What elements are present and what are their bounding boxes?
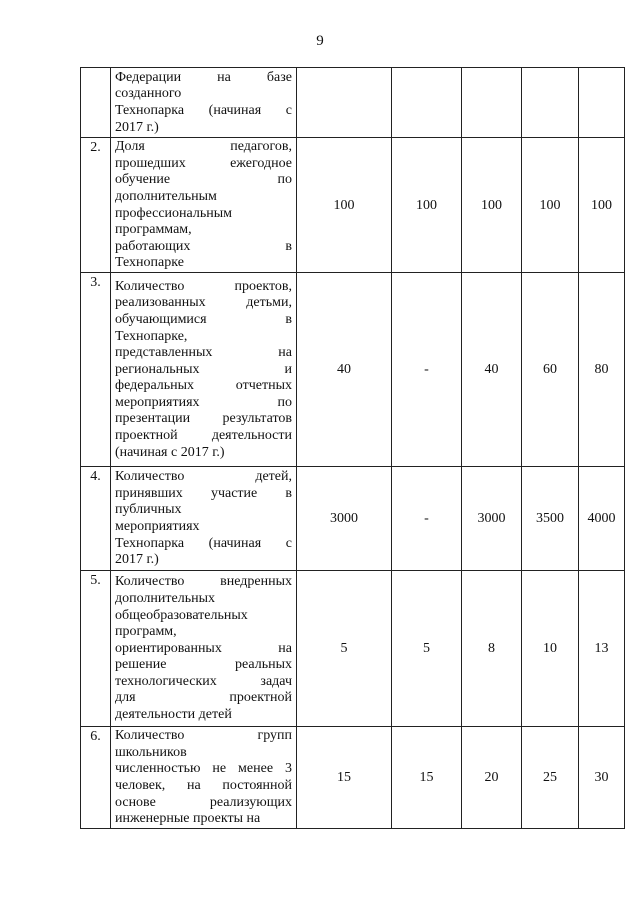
indicator-name-line: Технопарке bbox=[115, 255, 184, 271]
indicator-value: - bbox=[392, 273, 462, 467]
indicator-name-line: обучение по bbox=[115, 172, 292, 188]
indicator-name-line: представленных на bbox=[115, 345, 292, 361]
indicator-value bbox=[392, 68, 462, 138]
indicator-value: 15 bbox=[392, 727, 462, 829]
indicator-name bbox=[111, 571, 297, 727]
indicator-value bbox=[522, 68, 579, 138]
indicator-name-line: проектной деятельности bbox=[115, 428, 292, 444]
indicator-value: 3500 bbox=[522, 467, 579, 571]
indicator-name-line: презентации результатов bbox=[115, 411, 292, 427]
indicator-name-line: программам, bbox=[115, 222, 192, 238]
indicator-value bbox=[579, 68, 625, 138]
indicator-value: 30 bbox=[579, 727, 625, 829]
indicator-name-line: принявших участие в bbox=[115, 485, 292, 501]
indicator-name-line: общеобразовательных bbox=[115, 607, 248, 623]
indicator-name-line: мероприятиях bbox=[115, 519, 200, 534]
indicator-value: 5 bbox=[297, 571, 392, 727]
indicator-name-line: Количество детей, bbox=[115, 469, 292, 485]
indicator-value: 80 bbox=[579, 273, 625, 467]
indicator-value bbox=[462, 68, 522, 138]
indicator-name-line: 2017 г.) bbox=[115, 552, 159, 568]
row-number: 2. bbox=[81, 138, 111, 273]
indicator-name bbox=[111, 68, 297, 138]
indicator-name-line: Количество групп bbox=[115, 728, 292, 744]
indicator-value: 60 bbox=[522, 273, 579, 467]
indicator-name-line: созданного bbox=[115, 86, 182, 102]
indicator-name bbox=[111, 273, 297, 467]
indicator-name-line: основе реализующих bbox=[115, 794, 292, 810]
table-row bbox=[81, 273, 625, 467]
row-number: 5. bbox=[81, 571, 111, 727]
indicator-name-line: школьников bbox=[115, 744, 187, 760]
indicator-value: 10 bbox=[522, 571, 579, 727]
indicator-name-line: федеральных отчетных bbox=[115, 378, 292, 394]
indicator-name-line: деятельности детей bbox=[115, 707, 232, 723]
indicator-value: - bbox=[392, 467, 462, 571]
row-number: 6. bbox=[81, 727, 111, 829]
indicator-value: 3000 bbox=[462, 467, 522, 571]
indicator-name-line: профессиональным bbox=[115, 205, 233, 221]
indicator-value: 3000 bbox=[297, 467, 392, 571]
indicator-value bbox=[297, 68, 392, 138]
indicator-value: 13 bbox=[579, 571, 625, 727]
indicator-value: 100 bbox=[297, 138, 392, 273]
indicator-value: 40 bbox=[297, 273, 392, 467]
indicator-name-line: обучающимися в bbox=[115, 311, 292, 327]
table-row bbox=[81, 727, 625, 829]
indicator-value: 4000 bbox=[579, 467, 625, 571]
indicator-name-line: Количество внедренных bbox=[115, 574, 292, 590]
indicator-value: 20 bbox=[462, 727, 522, 829]
indicator-name-line: прошедших ежегодное bbox=[115, 155, 292, 171]
indicator-name-line: работающих в bbox=[115, 238, 292, 254]
indicator-name bbox=[111, 727, 297, 829]
indicator-value: 15 bbox=[297, 727, 392, 829]
indicator-value: 100 bbox=[462, 138, 522, 273]
table-row bbox=[81, 467, 625, 571]
row-number bbox=[81, 68, 111, 138]
indicator-name bbox=[111, 138, 297, 273]
indicator-value: 25 bbox=[522, 727, 579, 829]
indicator-name-line: дополнительным bbox=[115, 188, 217, 204]
indicator-name-line: человек, на постоянной bbox=[115, 778, 292, 793]
table-row bbox=[81, 68, 625, 138]
indicator-name-line: дополнительных bbox=[115, 590, 216, 606]
indicator-value: 100 bbox=[579, 138, 625, 273]
indicator-value: 100 bbox=[522, 138, 579, 273]
indicator-name-line: численностью не менее 3 bbox=[115, 761, 292, 777]
indicator-name-line: Доля педагогов, bbox=[115, 139, 292, 155]
indicator-name-line: мероприятиях по bbox=[115, 394, 292, 410]
indicator-name-line: региональных и bbox=[115, 361, 292, 377]
indicator-value: 100 bbox=[392, 138, 462, 273]
indicator-name bbox=[111, 467, 297, 571]
indicator-name-line: для проектной bbox=[115, 690, 292, 706]
indicator-name-line: 2017 г.) bbox=[115, 119, 159, 135]
indicator-value: 5 bbox=[392, 571, 462, 727]
indicator-name-line: Технопарка (начиная с bbox=[115, 103, 292, 118]
indicator-name-line: реализованных детьми, bbox=[115, 295, 292, 311]
indicator-value: 40 bbox=[462, 273, 522, 467]
indicator-name-line: Технопарке, bbox=[115, 328, 188, 344]
indicator-name-line: публичных bbox=[115, 502, 182, 518]
indicator-name-line: решение реальных bbox=[115, 657, 292, 673]
table-row bbox=[81, 571, 625, 727]
indicator-name-line: технологических задач bbox=[115, 673, 292, 689]
indicators-table bbox=[80, 67, 625, 829]
indicator-name-line: инженерные проекты на bbox=[115, 811, 261, 827]
row-number: 4. bbox=[81, 467, 111, 571]
indicator-value: 8 bbox=[462, 571, 522, 727]
indicator-name-line: Технопарка (начиная с bbox=[115, 535, 292, 551]
indicator-name-line: ориентированных на bbox=[115, 640, 292, 656]
indicator-name-line: (начиная с 2017 г.) bbox=[115, 444, 225, 460]
table-body bbox=[81, 68, 625, 829]
page-number: 9 bbox=[316, 33, 324, 49]
indicator-name-line: программ, bbox=[115, 624, 177, 640]
row-number: 3. bbox=[81, 273, 111, 467]
indicator-name-line: Федерации на базе bbox=[115, 69, 292, 85]
indicator-name-line: Количество проектов, bbox=[115, 278, 292, 294]
table-row bbox=[81, 138, 625, 273]
